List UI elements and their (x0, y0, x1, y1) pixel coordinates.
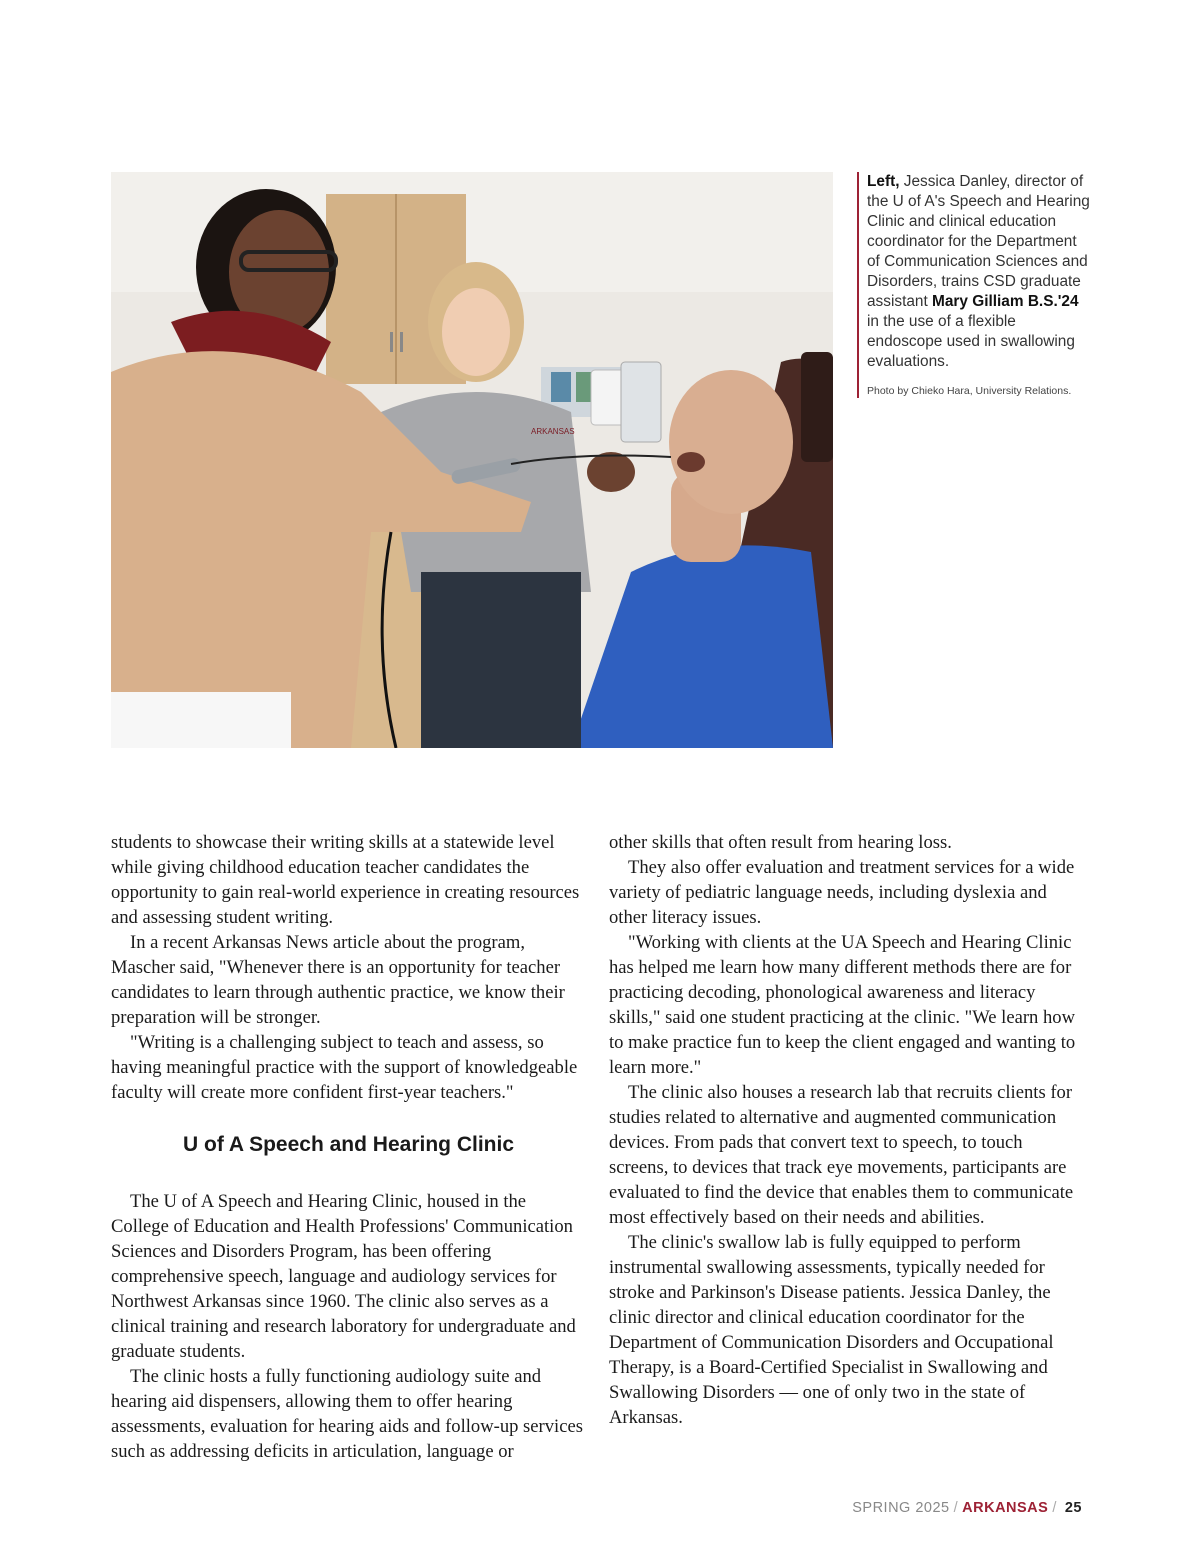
paragraph: The clinic also houses a research lab that recruits clients for studies related to alternative and augmented communication devices. From pads that convert text to speech, to touch screens, to devices that track eye movements, participants are evaluated to find the device that enables them to communicate most effectively based on their needs and abilities. (609, 1082, 1074, 1228)
caption-text-1: Jessica Danley, director of the U of A's Speech and Hearing Clinic and clinical education coordinator for the Department of Communication Sciences and Disorders, trains CSD graduate assistant (867, 173, 1090, 310)
paragraph: They also offer evaluation and treatment services for a wide variety of pediatric language needs, including dyslexia and other literacy issues. (609, 857, 1075, 928)
page-footer (852, 1500, 1082, 1516)
feature-photo (111, 172, 833, 748)
footer-separator: / (1052, 1500, 1057, 1516)
paragraph: students to showcase their writing skills at a statewide level while giving childhood education teacher candidates the opportunity to gain real-world experience in creating resources and assessing student writing. (111, 832, 580, 928)
page-number: 25 (1064, 1500, 1082, 1516)
right-column (609, 830, 1084, 1430)
footer-separator: / (953, 1500, 959, 1516)
paragraph: The clinic hosts a fully functioning audiology suite and hearing aid dispensers, allowing them to offer hearing assessments, evaluation for hearing aids and follow-up services such as addressing deficits in articulation, language or (111, 1366, 583, 1462)
clinic-training-illustration (111, 172, 833, 748)
section-heading: U of A Speech and Hearing Clinic (183, 1133, 514, 1156)
paragraph: "Writing is a challenging subject to teach and assess, so having meaningful practice with the support of knowledgeable faculty will create more confident first-year teachers." (111, 1032, 578, 1103)
paragraph: In a recent Arkansas News article about the program, Mascher said, "Whenever there is an opportunity for teacher candidates to learn through authentic practice, we know their preparation will be stronger. (111, 932, 565, 1028)
paragraph: "Working with clients at the UA Speech and Hearing Clinic has helped me learn how many different methods there are for practicing decoding, phonological awareness and literacy skills," said one student practicing at the clinic. "We learn how to make practice fun to keep the client engaged and wanting to learn more." (609, 932, 1076, 1078)
magazine-name: ARKANSAS (962, 1500, 1049, 1516)
left-column (111, 830, 586, 1464)
photo-credit: Photo by Chieko Hara, University Relations. (867, 385, 1072, 397)
caption-name: Mary Gilliam B.S.'24 (932, 293, 1079, 310)
photo-caption (857, 172, 1092, 398)
caption-lead: Left, (867, 173, 900, 190)
paragraph: The U of A Speech and Hearing Clinic, housed in the College of Education and Health Professions' Communication Sciences and Disorders Program, has been offering comprehensive speech, language and audiology services for Northwest Arkansas since 1960. The clinic also serves as a clinical training and research laboratory for undergraduate and graduate students. (111, 1191, 576, 1362)
issue-season: SPRING 2025 (852, 1500, 950, 1516)
paragraph: other skills that often result from hearing loss. (609, 832, 952, 853)
paragraph: The clinic's swallow lab is fully equipped to perform instrumental swallowing assessments, typically needed for stroke and Parkinson's Disease patients. Jessica Danley, the clinic director and clinical education coordinator for the Department of Communication Disorders and Occupational Therapy, is a Board-Certified Specialist in Swallowing and Swallowing Disorders — one of only two in the state of Arkansas. (609, 1232, 1054, 1428)
caption-text-2: in the use of a flexible endoscope used in swallowing evaluations. (867, 313, 1075, 370)
shirt-logo: ARKANSAS (531, 427, 575, 436)
